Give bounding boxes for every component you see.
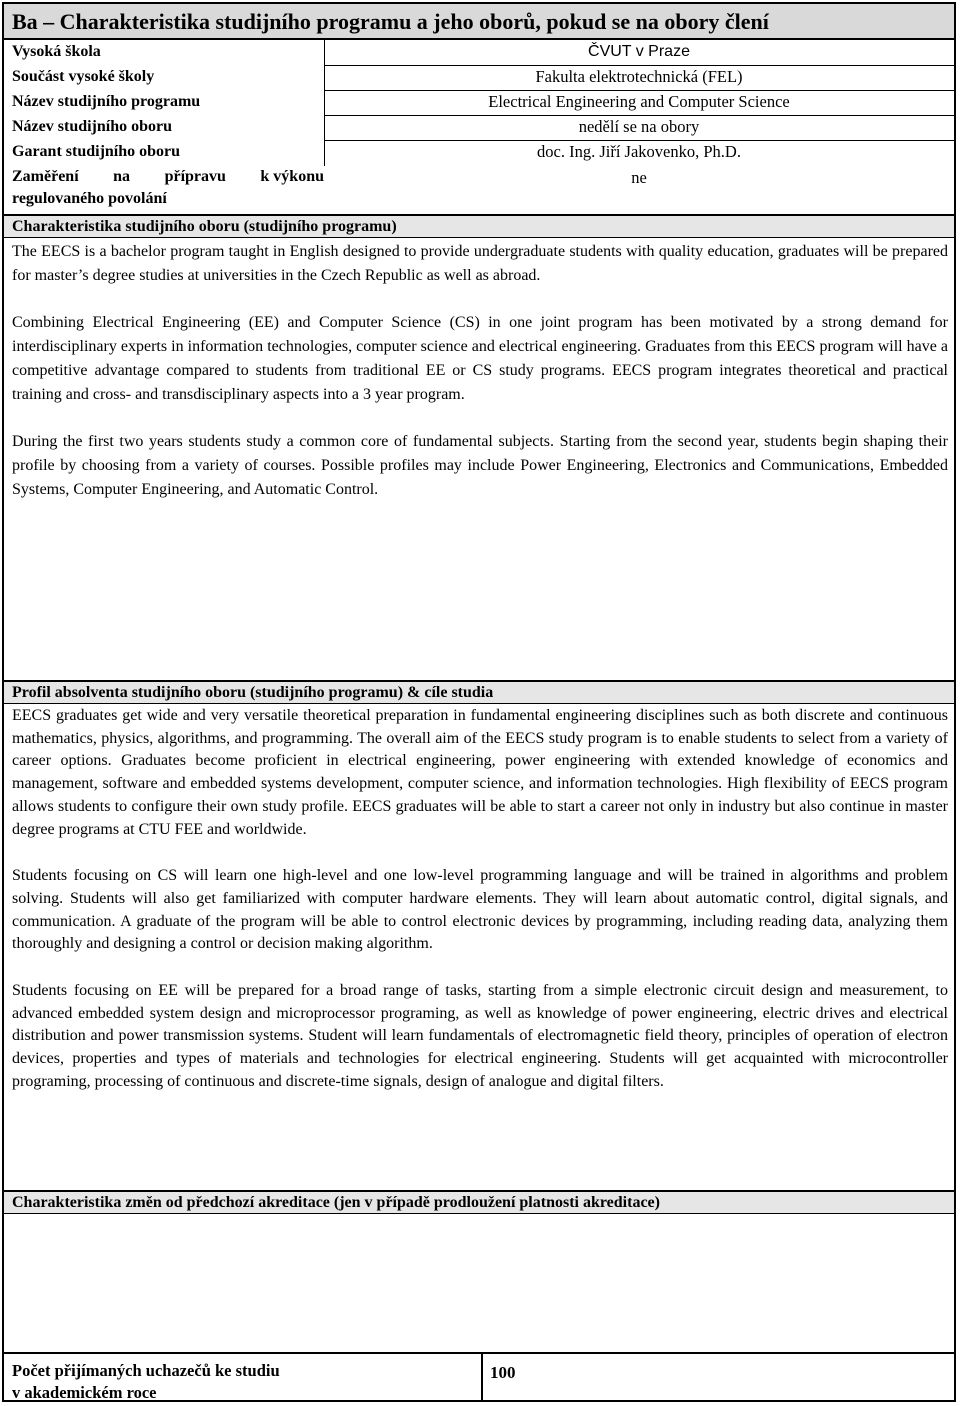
- paragraph: Combining Electrical Engineering (EE) and Computer Science (CS) in one joint program has been motivated by a strong demand for interdisciplinary experts in information technologies, computer science and electrical engineering. Graduates from this EECS program will have a competitive advantage compared to students from traditional EE or CS study programs. EECS program integrates theoretical and practical training and cross- and transdisciplinary aspects into a 3 year program.: [12, 314, 948, 403]
- value-program: Electrical Engineering and Computer Science: [488, 92, 790, 111]
- divider: [324, 115, 954, 116]
- accreditation-form: [2, 2, 956, 1402]
- value-zamereni: ne: [631, 168, 647, 187]
- label-pocet-line2: v akademickém roce: [12, 1383, 157, 1402]
- label-word: k výkonu: [260, 168, 324, 185]
- label-soucast: Součást vysoké školy: [12, 68, 155, 85]
- label-pocet: [12, 1360, 280, 1404]
- label-word: na: [113, 168, 131, 185]
- divider: [324, 65, 954, 66]
- form-title: Ba – Charakteristika studijního programu a jeho oborů, pokud se na obory člení: [4, 4, 954, 40]
- value-vysoka-skola: ČVUT v Praze: [588, 43, 690, 60]
- charakteristika-text: [12, 240, 948, 501]
- label-zamereni-line1: [12, 166, 324, 188]
- paragraph: Students focusing on CS will learn one high-level and one low-level programming language and will be trained in algorithms and problem solving. Students will also get familiarized with computer hardware elements. They will learn about automatic control, digital signals, and communication. A graduate of the program will be able to control electronic devices by programming, including reading data, analyzing them thoroughly and designing a control or decision making algorithm.: [12, 867, 948, 953]
- divider: [324, 90, 954, 91]
- zmeny-heading: Charakteristika změn od předchozí akreditace (jen v případě prodloužení platnosti akreditace): [4, 1190, 954, 1214]
- label-word: Zaměření: [12, 168, 79, 185]
- label-program: Název studijního programu: [12, 93, 201, 110]
- row-vysoka-skola: [4, 40, 954, 64]
- paragraph: During the first two years students study a common core of fundamental subjects. Starting from the second year, students begin shaping their profile by choosing from a variety of courses. Possible profiles may include Power Engineering, Electronics and Communications, Embedded Systems, Computer Engineering, and Automatic Control.: [12, 433, 948, 498]
- paragraph: Students focusing on EE will be prepared for a broad range of tasks, starting from a simple electronic circuit design and measurement, to advanced embedded system design and microprocessor programing, as well as knowledge of power engineering, electric drives and electrical distribution and power transmission systems. Student will learn fundamentals of electromagnetic field theory, principles of operation of electron devices, properties and types of materials and technologies for electrical engineering. Students will get acquainted with microcontroller programing, processing of continuous and discrete-time signals, design of analogue and digital filters.: [12, 982, 948, 1090]
- value-obor: nedělí se na obory: [578, 117, 700, 136]
- profil-heading: Profil absolventa studijního oboru (studijního programu) & cíle studia: [4, 680, 954, 704]
- divider: [324, 140, 954, 141]
- label-garant: Garant studijního oboru: [12, 143, 181, 160]
- label-word: přípravu: [164, 168, 226, 185]
- row-garant: [4, 140, 954, 164]
- label-zamereni: [12, 166, 324, 210]
- footer-divider: [4, 1352, 954, 1354]
- zmeny-text: [12, 1216, 948, 1346]
- label-pocet-line1: Počet přijímaných uchazečů ke studiu: [12, 1361, 280, 1380]
- label-zamereni-line2: regulovaného povolání: [12, 190, 167, 207]
- value-soucast: Fakulta elektrotechnická (FEL): [535, 67, 743, 86]
- footer-column-divider: [481, 1354, 483, 1402]
- paragraph: The EECS is a bachelor program taught in English designed to provide undergraduate students with quality education, graduates will be prepared for master’s degree studies at universities in the Czech Republic as well as abroad.: [12, 243, 948, 284]
- row-program: [4, 90, 954, 114]
- profil-text: [12, 705, 948, 1094]
- value-pocet: 100: [490, 1363, 516, 1382]
- charakteristika-heading: Charakteristika studijního oboru (studijního programu): [4, 214, 954, 238]
- label-obor: Název studijního oboru: [12, 118, 173, 135]
- value-garant: doc. Ing. Jiří Jakovenko, Ph.D.: [537, 142, 741, 161]
- row-obor: [4, 115, 954, 139]
- paragraph: EECS graduates get wide and very versatile theoretical preparation in fundamental engineering disciplines such as both discrete and continuous mathematics, physics, algorithms, and programming. The overall aim of the EECS study program is to enable students to select from a variety of career options. Graduates become proficient in electrical engineering, power engineering with extended knowledge of economics and management, software and embedded systems development, computer science, and information technologies. High flexibility of EECS program allows students to configure their own study profile. EECS graduates will be able to start a career not only in industry but also continue in master degree programs at CTU FEE and worldwide.: [12, 707, 948, 838]
- info-column-divider: [324, 40, 325, 166]
- row-soucast: [4, 65, 954, 89]
- label-vysoka-skola: Vysoká škola: [12, 43, 101, 60]
